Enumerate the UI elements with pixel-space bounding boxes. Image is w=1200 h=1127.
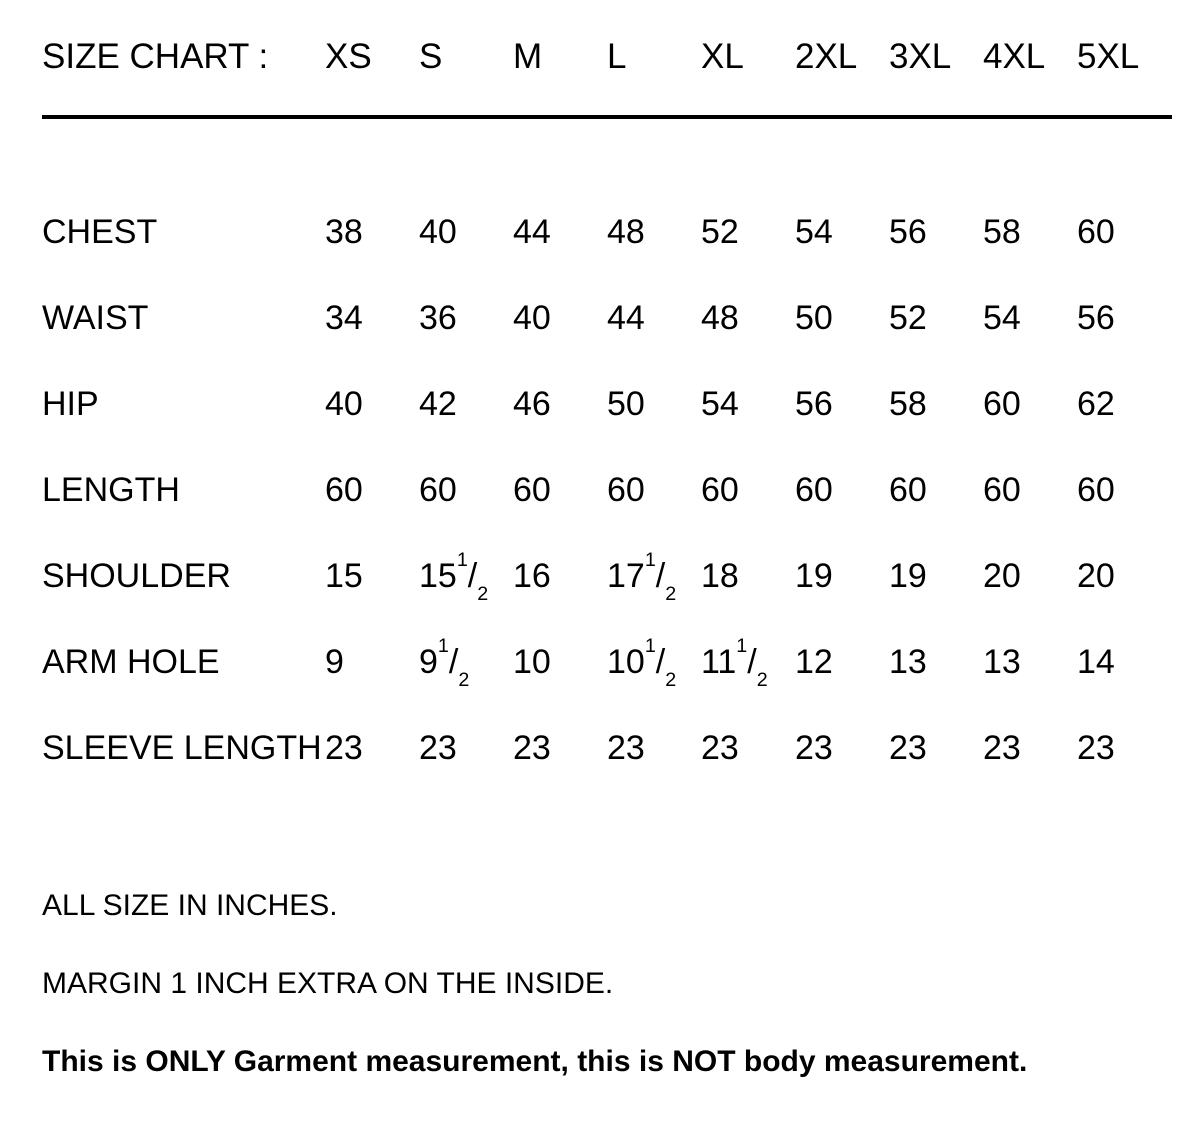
fraction-denominator: 2 [477, 582, 489, 605]
size-value-cell: 9 [325, 642, 344, 681]
fraction-denominator: 2 [665, 582, 677, 605]
size-value-cell: 19 [795, 556, 833, 595]
size-value-cell: 36 [419, 298, 457, 337]
fraction-numerator: 1 [644, 548, 656, 571]
size-value-cell: 16 [513, 556, 551, 595]
fraction-denominator: 2 [756, 668, 768, 691]
size-value-cell: 48 [607, 212, 645, 251]
size-value-cell: 50 [795, 298, 833, 337]
size-value-cell: 10 [513, 642, 551, 681]
size-value-cell: 60 [513, 470, 551, 509]
size-value-cell: 62 [1077, 384, 1115, 423]
size-value-cell: 23 [325, 728, 363, 767]
size-value-cell: 56 [795, 384, 833, 423]
size-value-cell: 23 [795, 728, 833, 767]
size-value-cell: $15^1/_2$ [419, 548, 489, 605]
size-value-cell: 23 [607, 728, 645, 767]
size-value-cell: 52 [889, 298, 927, 337]
size-value-cell: 58 [983, 212, 1021, 251]
row-label: SHOULDER [42, 556, 231, 595]
size-value-cell: $10^1/_2$ [607, 634, 677, 691]
size-value-cell: 44 [607, 298, 645, 337]
row-label: WAIST [42, 298, 149, 337]
size-value-cell: 44 [513, 212, 551, 251]
size-value-cell: 60 [983, 384, 1021, 423]
column-header: 2XL [795, 37, 858, 76]
size-value-cell: 18 [701, 556, 739, 595]
column-header: L [607, 37, 627, 76]
column-header: M [513, 37, 543, 76]
size-value-cell: 60 [419, 470, 457, 509]
table-row [42, 189, 1174, 275]
size-value-cell: 15 [325, 556, 363, 595]
size-value-cell: 60 [795, 470, 833, 509]
column-header: XS [325, 37, 372, 76]
table-row [42, 275, 1174, 361]
fraction-numerator: 1 [736, 634, 748, 657]
size-value-cell: 20 [983, 556, 1021, 595]
table-body [42, 189, 1174, 791]
size-value-cell: 60 [1077, 470, 1115, 509]
size-value-cell: 42 [419, 384, 457, 423]
size-value-cell: 56 [889, 212, 927, 251]
size-value-cell: 46 [513, 384, 551, 423]
size-value-cell: 23 [1077, 728, 1115, 767]
size-value-cell: 23 [513, 728, 551, 767]
size-value-cell: 23 [983, 728, 1021, 767]
size-value-cell: 56 [1077, 298, 1115, 337]
size-value-cell: 13 [983, 642, 1021, 681]
size-value-cell: 13 [889, 642, 927, 681]
row-label: CHEST [42, 212, 158, 251]
size-value-cell: 38 [325, 212, 363, 251]
size-value-cell: 60 [607, 470, 645, 509]
column-header: 4XL [983, 37, 1046, 76]
size-value-cell: $9^1/_2$ [419, 634, 470, 691]
size-value-cell: 54 [983, 298, 1021, 337]
size-chart-title: SIZE CHART : [42, 37, 269, 76]
table-row [42, 705, 1174, 791]
size-value-cell: $17^1/_2$ [607, 548, 677, 605]
size-value-cell: 60 [983, 470, 1021, 509]
size-value-cell: 40 [513, 298, 551, 337]
size-value-cell: 40 [419, 212, 457, 251]
column-header: XL [701, 37, 744, 76]
fraction-numerator: 1 [437, 634, 449, 657]
table-header-row [42, 32, 1174, 82]
note-garment-measurement: This is ONLY Garment measurement, this is NOT body measurement. [42, 1045, 1028, 1078]
size-value-cell: 54 [795, 212, 833, 251]
size-value-cell: 60 [889, 470, 927, 509]
size-value-cell: 54 [701, 384, 739, 423]
fraction-denominator: 2 [458, 668, 470, 691]
size-value-cell: 58 [889, 384, 927, 423]
table-row [42, 533, 1174, 619]
size-value-cell: 23 [419, 728, 457, 767]
size-value-cell: 60 [701, 470, 739, 509]
row-label: ARM HOLE [42, 642, 220, 681]
note-all-size-in-inches: ALL SIZE IN INCHES. [42, 889, 338, 922]
size-value-cell: 48 [701, 298, 739, 337]
notes-section [42, 888, 1172, 1122]
note-margin-extra: MARGIN 1 INCH EXTRA ON THE INSIDE. [42, 967, 614, 1000]
column-header: 5XL [1077, 37, 1140, 76]
size-value-cell: $11^1/_2$ [701, 634, 768, 691]
header-divider [42, 115, 1172, 119]
table-row [42, 361, 1174, 447]
row-label: LENGTH [42, 470, 180, 509]
fraction-numerator: 1 [456, 548, 468, 571]
column-header: S [419, 37, 443, 76]
table-row [42, 619, 1174, 705]
column-header: 3XL [889, 37, 952, 76]
row-label: HIP [42, 384, 99, 423]
size-value-cell: 23 [701, 728, 739, 767]
size-value-cell: 40 [325, 384, 363, 423]
row-label: SLEEVE LENGTH [42, 728, 322, 767]
size-value-cell: 20 [1077, 556, 1115, 595]
size-value-cell: 50 [607, 384, 645, 423]
size-value-cell: 12 [795, 642, 833, 681]
table-row [42, 447, 1174, 533]
size-value-cell: 19 [889, 556, 927, 595]
size-value-cell: 14 [1077, 642, 1115, 681]
fraction-numerator: 1 [644, 634, 656, 657]
size-value-cell: 52 [701, 212, 739, 251]
size-value-cell: 23 [889, 728, 927, 767]
size-value-cell: 34 [325, 298, 363, 337]
size-value-cell: 60 [1077, 212, 1115, 251]
fraction-denominator: 2 [665, 668, 677, 691]
size-value-cell: 60 [325, 470, 363, 509]
